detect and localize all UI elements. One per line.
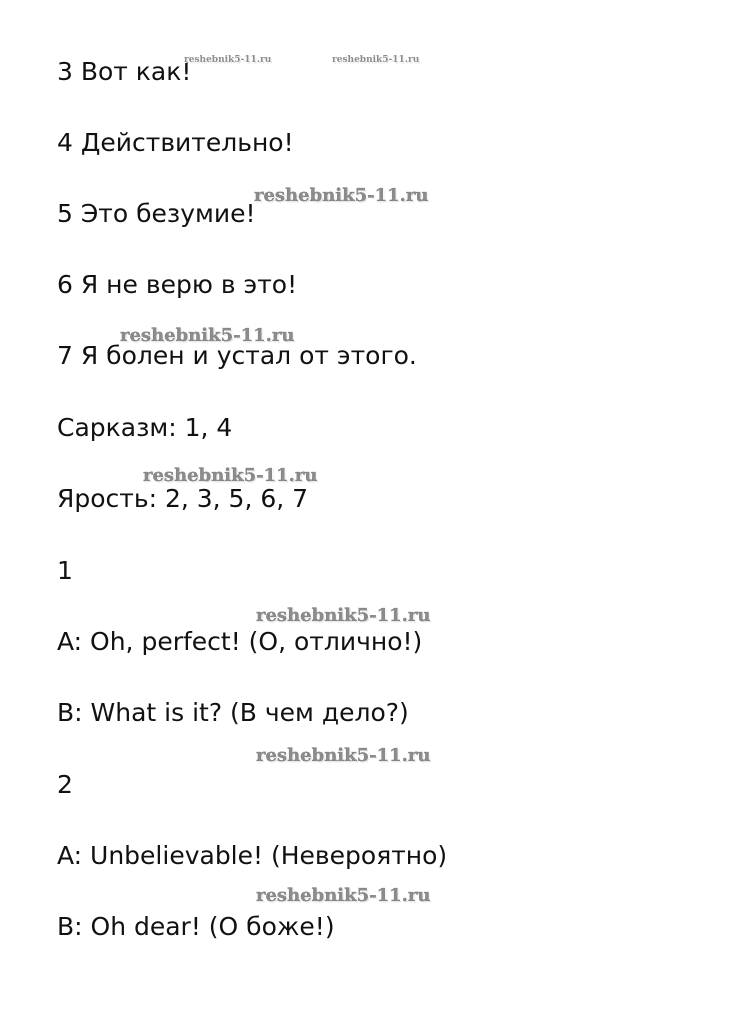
watermark: reshebnik5-11.ru xyxy=(256,605,431,626)
text-line-4: 4 Действительно! xyxy=(57,128,294,157)
text-line-3: 3 Вот как! xyxy=(57,57,192,86)
watermark: reshebnik5-11.ru xyxy=(120,325,295,346)
dialogue-2-line-a: A: Unbelievable! (Невероятно) xyxy=(57,841,448,870)
dialogue-2-number: 2 xyxy=(57,770,73,799)
dialogue-2-line-b: B: Oh dear! (О боже!) xyxy=(57,912,335,941)
watermark: reshebnik5-11.ru xyxy=(332,55,420,65)
text-line-5: 5 Это безумие! xyxy=(57,199,256,228)
watermark: reshebnik5-11.ru xyxy=(256,745,431,766)
watermark: reshebnik5-11.ru xyxy=(184,55,272,65)
dialogue-1-number: 1 xyxy=(57,556,73,585)
anger-line: Ярость: 2, 3, 5, 6, 7 xyxy=(57,484,309,513)
watermark: reshebnik5-11.ru xyxy=(256,885,431,906)
sarcasm-line: Сарказм: 1, 4 xyxy=(57,413,233,442)
dialogue-1-line-b: B: What is it? (В чем дело?) xyxy=(57,698,409,727)
text-line-7: 7 Я болен и устал от этого. xyxy=(57,341,417,370)
text-line-6: 6 Я не верю в это! xyxy=(57,270,298,299)
watermark: reshebnik5-11.ru xyxy=(143,465,318,486)
dialogue-1-line-a: A: Oh, perfect! (О, отлично!) xyxy=(57,627,423,656)
watermark: reshebnik5-11.ru xyxy=(254,185,429,206)
